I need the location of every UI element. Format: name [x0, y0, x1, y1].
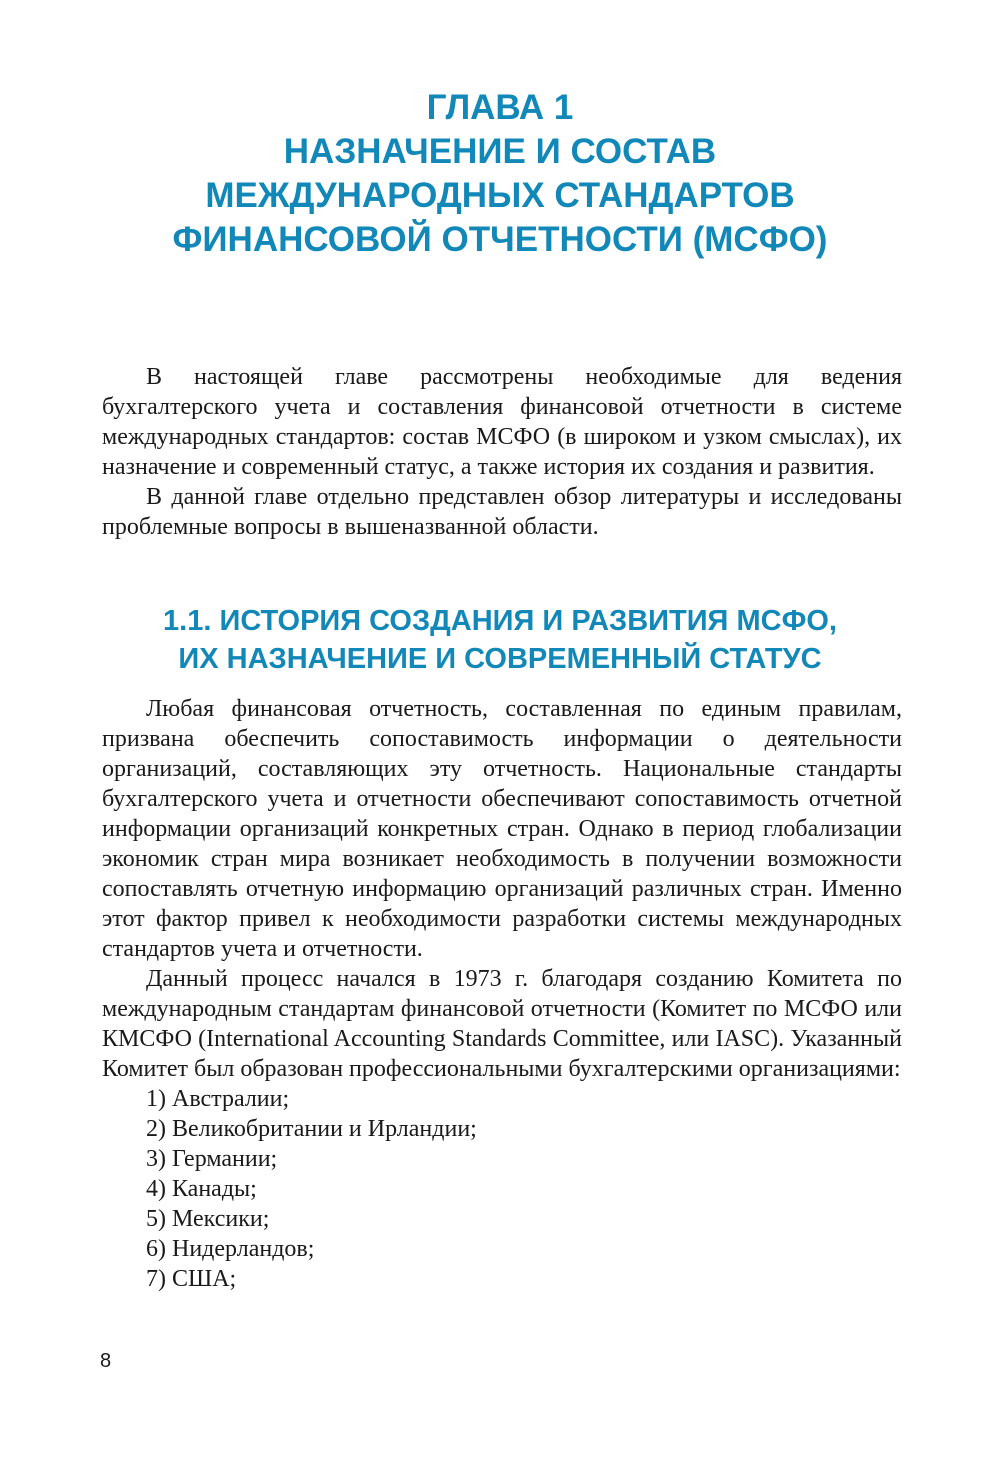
- body-paragraph: Данный процесс начался в 1973 г. благодаря созданию Комитета по международным стандартам финансовой отчетности (Комитет по МСФО или КМСФО (International Accounting Standards Committee, или IASC). Указанный Комитет был образован профессиональными бухгалтерскими организациями:: [102, 966, 902, 1082]
- section-title-line: 1.1. ИСТОРИЯ СОЗДАНИЯ И РАЗВИТИЯ МСФО,: [163, 605, 837, 637]
- intro-paragraph: В настоящей главе рассмотрены необходимые для ведения бухгалтерского учета и составления финансовой отчетности в системе международных стандартов: состав МСФО (в широком и узком смыслах), их назначение и современный статус, а также история их создания и развития.: [102, 364, 902, 480]
- country-list: [102, 1084, 902, 1294]
- list-item: 6) Нидерландов;: [146, 1236, 315, 1262]
- chapter-intro: [102, 362, 902, 542]
- chapter-title-line: ФИНАНСОВОЙ ОТЧЕТНОСТИ (МСФО): [172, 220, 828, 259]
- section-title: [100, 602, 900, 678]
- chapter-title-line: МЕЖДУНАРОДНЫХ СТАНДАРТОВ: [205, 176, 795, 215]
- chapter-title-line: НАЗНАЧЕНИЕ И СОСТАВ: [283, 132, 717, 171]
- section-title-line: ИХ НАЗНАЧЕНИЕ И СОВРЕМЕННЫЙ СТАТУС: [178, 643, 822, 675]
- chapter-title: [100, 86, 900, 262]
- list-item: 4) Канады;: [146, 1176, 257, 1202]
- page-number: 8: [100, 1350, 112, 1372]
- list-item: 1) Австралии;: [146, 1086, 290, 1112]
- chapter-title-line: ГЛАВА 1: [426, 88, 574, 127]
- list-item: 3) Германии;: [146, 1146, 278, 1172]
- list-item: 7) США;: [146, 1266, 237, 1292]
- intro-paragraph: В данной главе отдельно представлен обзор литературы и исследованы проблемные вопросы в вышеназванной области.: [102, 484, 902, 540]
- list-item: 5) Мексики;: [146, 1206, 270, 1232]
- body-paragraph: Любая финансовая отчетность, составленная по единым правилам, призвана обеспечить сопоставимость информации о деятельности организаций, составляющих эту отчетность. Национальные стандарты бухгалтерского учета и отчетности обеспечивают сопоставимость отчетной информации организаций конкретных стран. Однако в период глобализации экономик стран мира возникает необходимость в получении возможности сопоставлять отчетную информацию организаций различных стран. Именно этот фактор привел к необходимости разработки системы международных стандартов учета и отчетности.: [102, 696, 902, 962]
- list-item: 2) Великобритании и Ирландии;: [146, 1116, 477, 1142]
- section-body: [102, 694, 902, 1294]
